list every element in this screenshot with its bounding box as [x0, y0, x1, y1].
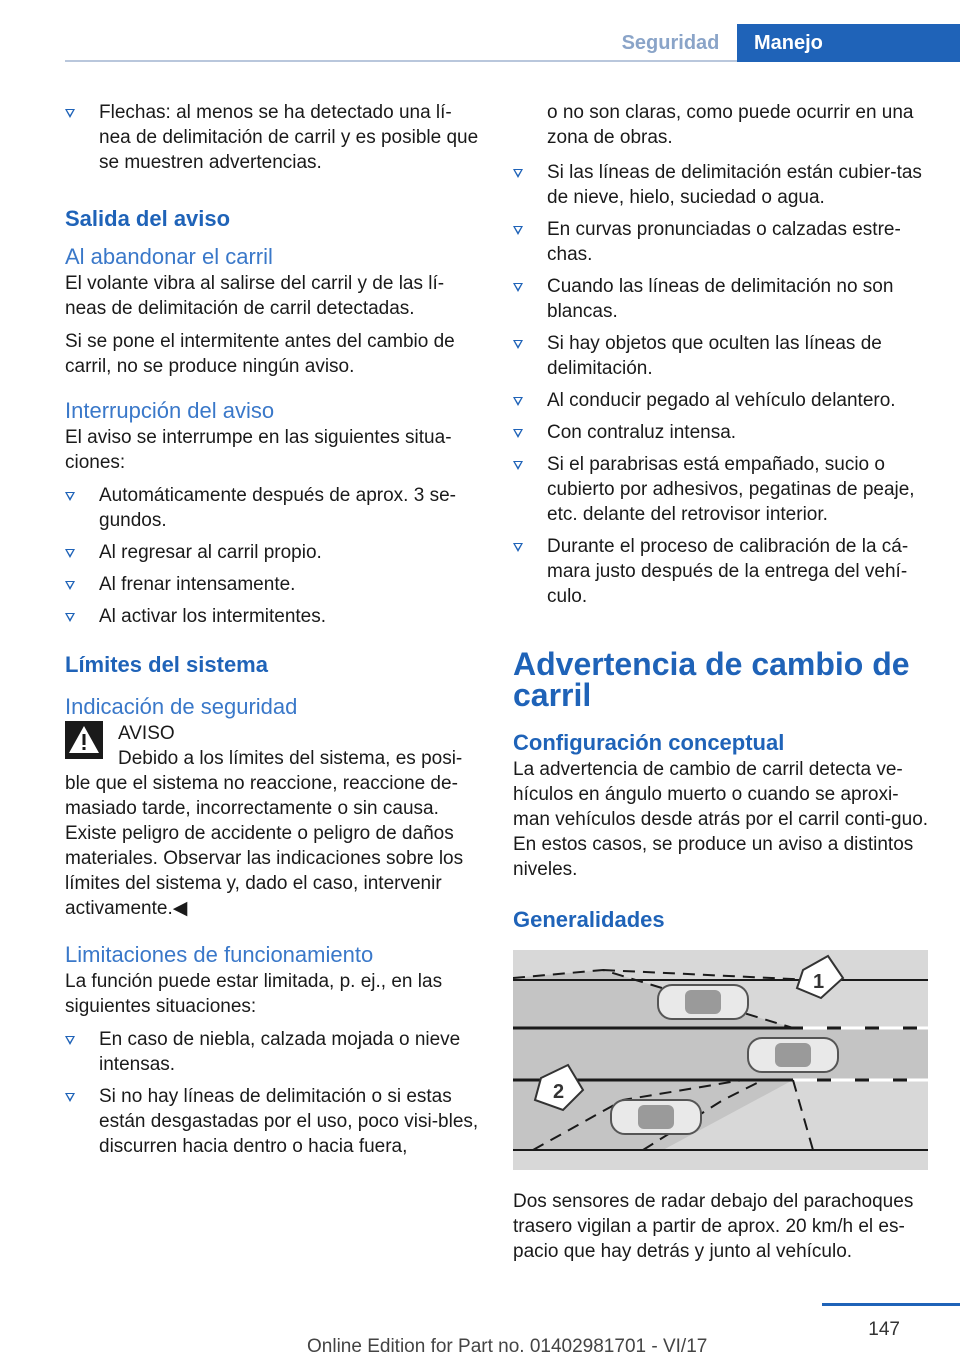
warning-title: AVISO	[118, 723, 175, 744]
list-item: Cuando las líneas de delimitación no son blancas.	[513, 274, 931, 324]
triangle-bullet-icon	[65, 492, 75, 501]
heading-generalidades: Generalidades	[513, 907, 665, 932]
list-item: Flechas: al menos se ha detectado una lí-nea de delimitación de carril y es posible que se muestren advertencias.	[65, 100, 483, 175]
list-item: Con contraluz intensa.	[513, 420, 931, 445]
triangle-bullet-icon	[513, 397, 523, 406]
list-item: Al conducir pegado al vehículo delantero.	[513, 388, 931, 413]
left-column	[65, 100, 483, 1169]
triangle-bullet-icon	[513, 283, 523, 292]
section-title: Advertencia de cambio de carril	[513, 646, 910, 713]
list-item: Al frenar intensamente.	[65, 572, 483, 597]
triangle-bullet-icon	[513, 543, 523, 552]
list-item: Si no hay líneas de delimitación o si estas están desgastadas por el uso, poco visi-bles, discurren hacia dentro o hacia fuera,	[65, 1084, 483, 1159]
heading-limitaciones: Limitaciones de funcionamiento	[65, 942, 374, 967]
list-item: Si las líneas de delimitación están cubier-tas de nieve, hielo, suciedad o agua.	[513, 160, 931, 210]
triangle-bullet-icon	[65, 109, 75, 118]
car-icon	[748, 1038, 838, 1072]
page-number: 147	[868, 1319, 900, 1340]
car-icon	[658, 985, 748, 1019]
tab-seguridad[interactable]: Seguridad	[621, 31, 720, 54]
heading-configuracion: Configuración conceptual	[513, 730, 785, 755]
paragraph: La advertencia de cambio de carril detecta ve-hículos en ángulo muerto o cuando se aproxi-man vehículos desde atrás por el carril conti-guo. En estos casos, se produce un aviso a distintos niveles.	[513, 759, 929, 880]
continued-text: o no son claras, como puede ocurrir en una zona de obras.	[547, 102, 914, 148]
paragraph: Si se pone el intermitente antes del cambio de carril, no se produce ningún aviso.	[65, 331, 455, 377]
paragraph: El volante vibra al salirse del carril y de las lí-neas de delimitación de carril detectadas.	[65, 273, 445, 319]
interrupcion-list	[65, 483, 483, 629]
car-icon	[611, 1100, 701, 1134]
list-item: En caso de niebla, calzada mojada o nieve intensas.	[65, 1027, 483, 1077]
heading-salida: Salida del aviso	[65, 206, 231, 231]
heading-limites: Límites del sistema	[65, 652, 268, 677]
warning-triangle-icon	[65, 721, 103, 759]
warning-box	[65, 721, 483, 921]
heading-indicacion: Indicación de seguridad	[65, 694, 298, 719]
limitaciones-list	[65, 1027, 483, 1159]
list-item: En curvas pronunciadas o calzadas estre-chas.	[513, 217, 931, 267]
list-item: Durante el proceso de calibración de la cá-mara justo después de la entrega del vehí-culo.	[513, 534, 931, 609]
continued-list	[65, 100, 483, 175]
paragraph: La función puede estar limitada, p. ej., en las siguientes situaciones:	[65, 971, 443, 1017]
triangle-bullet-icon	[65, 1036, 75, 1045]
heading-interrupcion: Interrupción del aviso	[65, 398, 275, 423]
list-item: Automáticamente después de aprox. 3 se-gundos.	[65, 483, 483, 533]
list-item: Al activar los intermitentes.	[65, 604, 483, 629]
warning-body: Debido a los límites del sistema, es posi-ble que el sistema no reaccione, reaccione de-masiado tarde, incorrectamente o sin causa. Existe peligro de accidente o peligro de daños materiales. Observar las indicaciones sobre los límites del sistema y, dado el caso, intervenir activamente.◀	[65, 748, 464, 919]
heading-abandonar: Al abandonar el carril	[65, 244, 273, 269]
footer-edition: Online Edition for Part no. 01402981701 - VI/17	[307, 1336, 708, 1357]
triangle-bullet-icon	[65, 1093, 75, 1102]
footer-rule	[822, 1303, 960, 1306]
triangle-bullet-icon	[65, 549, 75, 558]
triangle-bullet-icon	[513, 461, 523, 470]
paragraph: El aviso se interrumpe en las siguientes situa-ciones:	[65, 427, 452, 473]
triangle-bullet-icon	[65, 613, 75, 622]
zone-1-label: 1	[813, 971, 825, 993]
limitaciones-list-cont	[513, 160, 931, 609]
triangle-bullet-icon	[513, 340, 523, 349]
zone-2-label: 2	[553, 1081, 565, 1103]
triangle-bullet-icon	[513, 226, 523, 235]
list-item: Si hay objetos que oculten las líneas de delimitación.	[513, 331, 931, 381]
tab-manejo[interactable]: Manejo	[737, 24, 960, 62]
right-column	[513, 100, 931, 1272]
lane-change-diagram	[513, 950, 928, 1170]
triangle-bullet-icon	[513, 169, 523, 178]
list-item: Si el parabrisas está empañado, sucio o cubierto por adhesivos, pegatinas de peaje, etc. delante del retrovisor interior.	[513, 452, 931, 527]
triangle-bullet-icon	[65, 581, 75, 590]
paragraph: Dos sensores de radar debajo del parachoques trasero vigilan a partir de aprox. 20 km/h el es-pacio que hay detrás y junto al vehículo.	[513, 1191, 914, 1262]
list-item: Al regresar al carril propio.	[65, 540, 483, 565]
triangle-bullet-icon	[513, 429, 523, 438]
